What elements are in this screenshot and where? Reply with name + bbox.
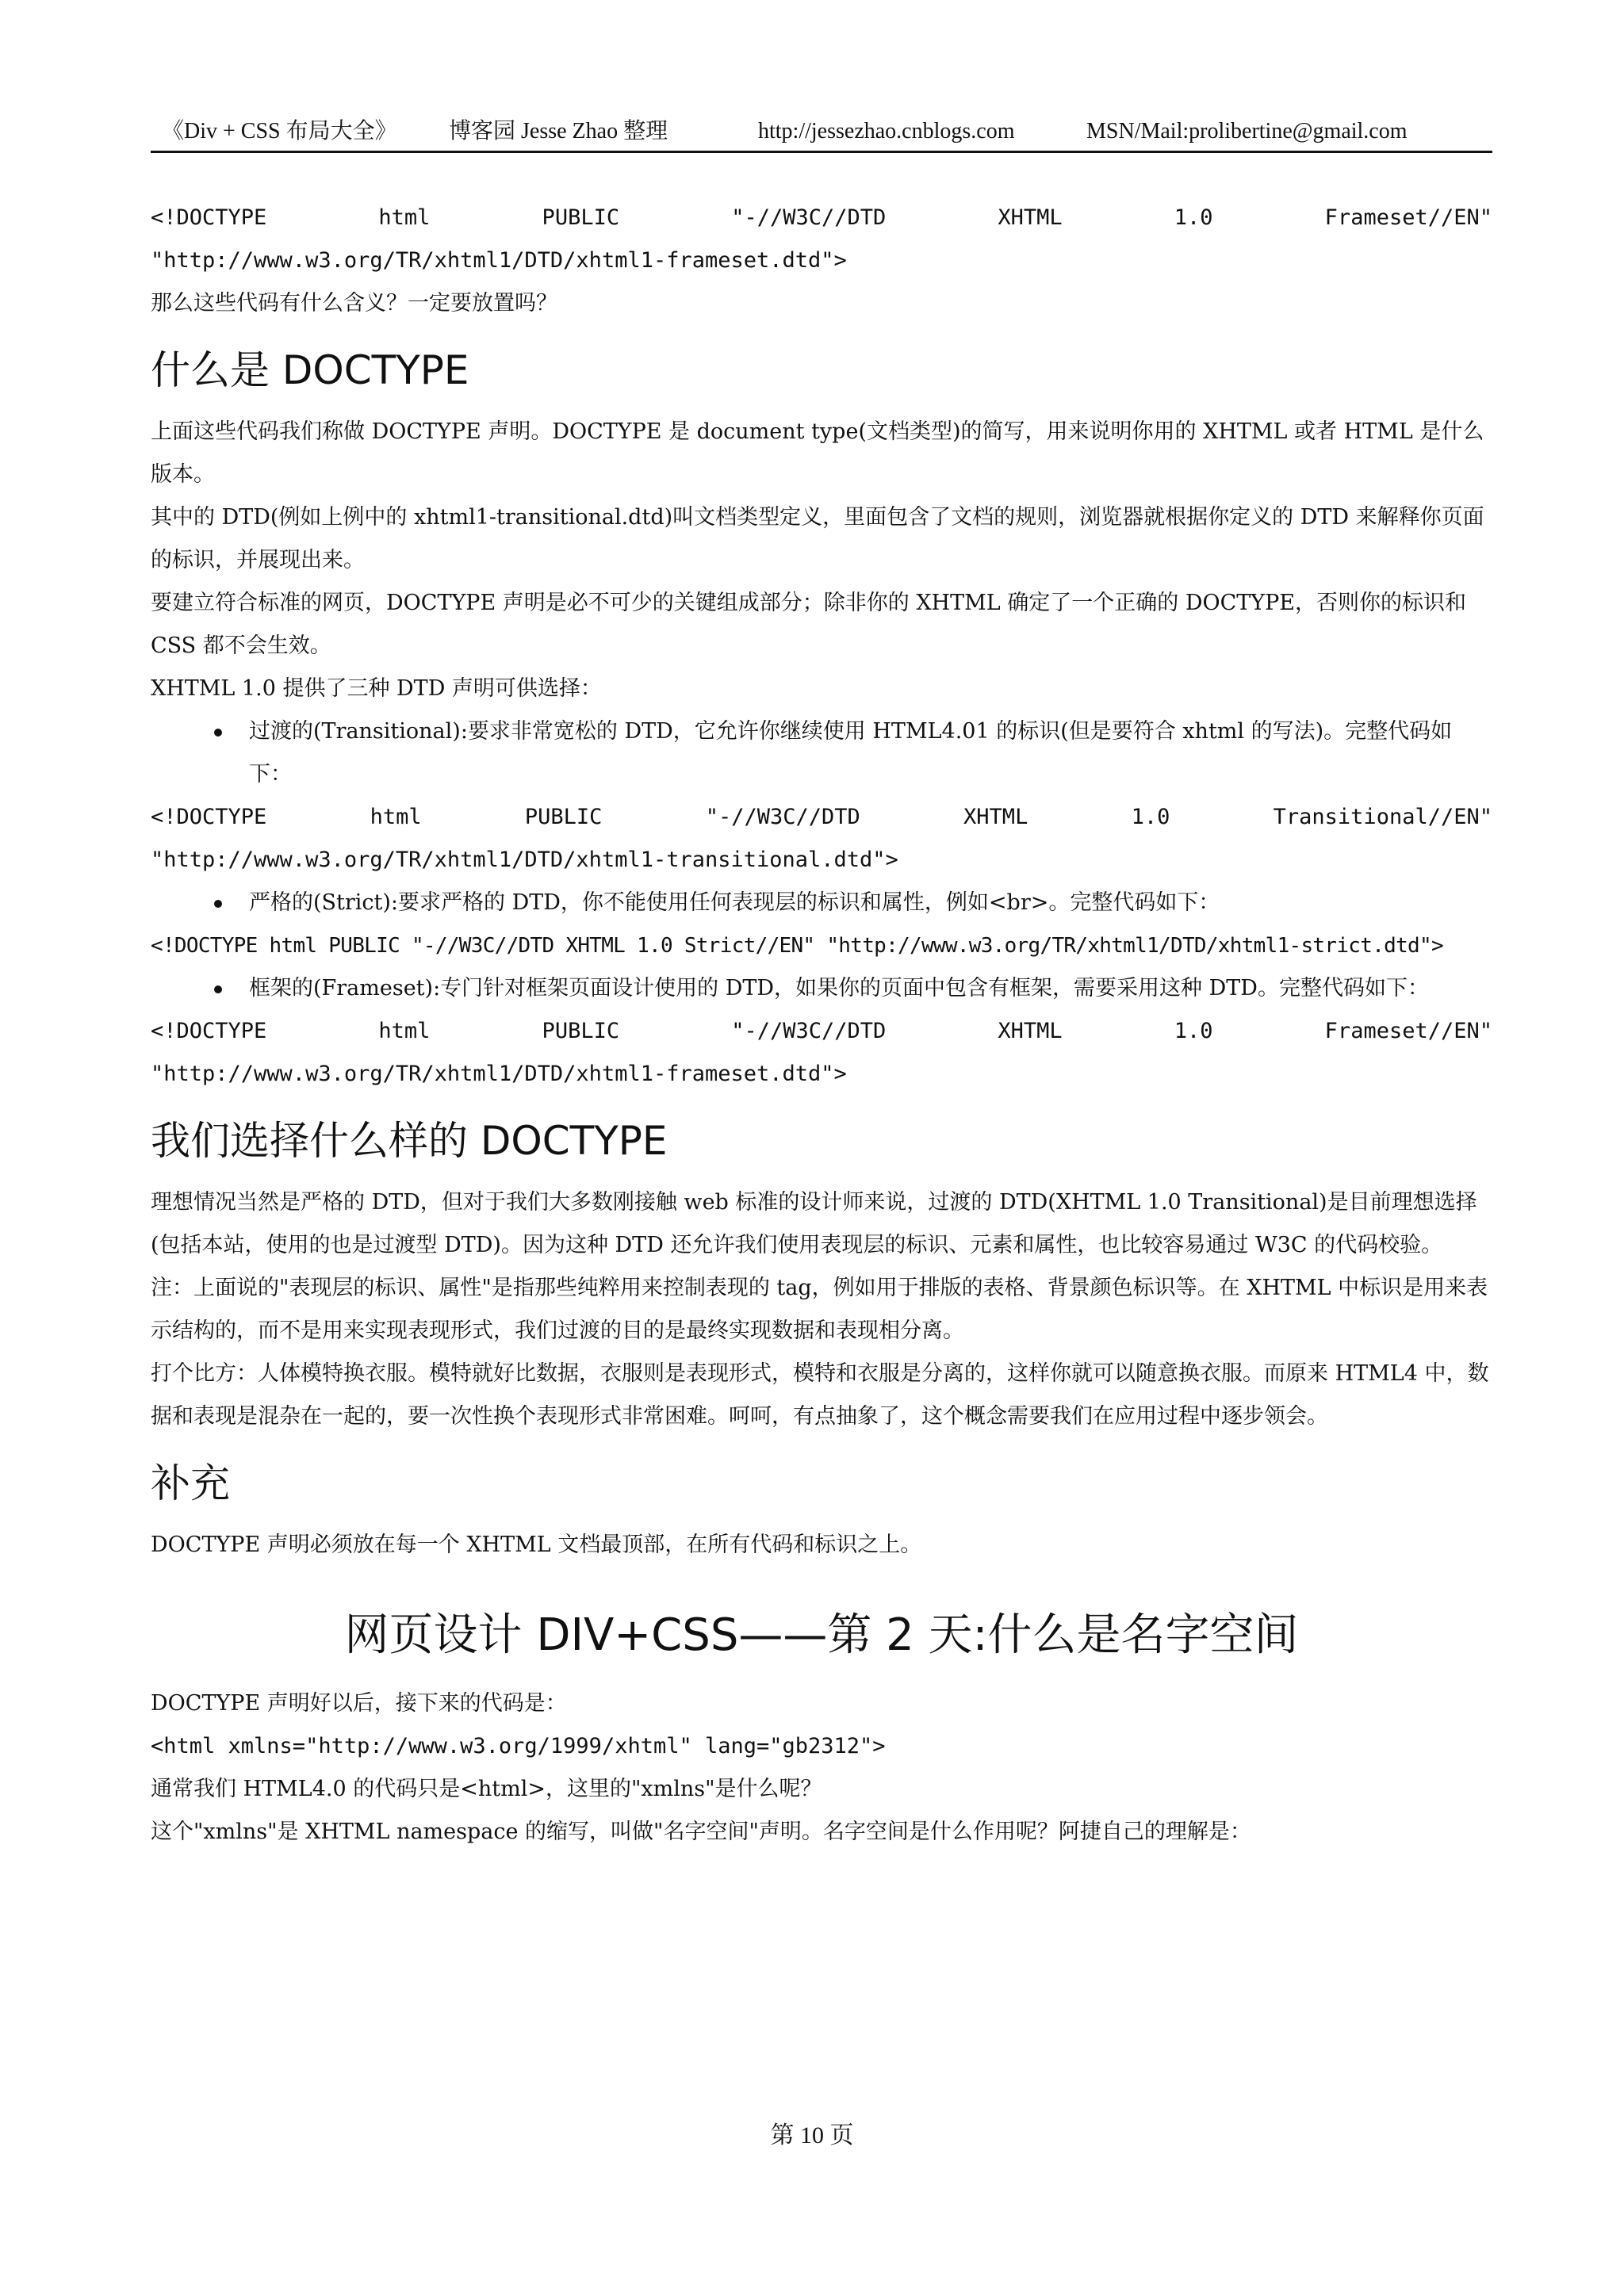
chapter-title-day-2: 网页设计 DIV+CSS——第 2 天:什么是名字空间 [344, 1609, 1299, 1661]
doctype-paragraph-4: XHTML 1.0 提供了三种 DTD 声明可供选择： [151, 676, 602, 701]
list-item-transitional [151, 710, 1492, 796]
page-number: 第 10 页 [770, 2122, 854, 2149]
doctype-paragraph-3: 要建立符合标准的网页，DOCTYPE 声明是必不可少的关键组成部分；除非你的 XHTML 确定了一个正确的 DOCTYPE，否则你的标识和 CSS 都不会生效。 [151, 591, 1466, 658]
frameset-code-line2: "http://www.w3.org/TR/xhtml1/DTD/xhtml1-frameset.dtd"> [151, 1062, 847, 1086]
frameset-doctype-line1: <!DOCTYPE html PUBLIC "-//W3C//DTD XHTML 1.0 Frameset//EN" [151, 205, 1492, 230]
list-item-strict [151, 882, 1492, 924]
running-header [151, 113, 1492, 153]
header-book-title: 《Div + CSS 布局大全》 [162, 119, 397, 144]
list-item-frameset [151, 967, 1492, 1010]
heading-which-doctype: 我们选择什么样的 DOCTYPE [151, 1118, 668, 1164]
day2-paragraph-2: 通常我们 HTML4.0 的代码只是<html>，这里的"xmlns"是什么呢？ [151, 1777, 822, 1801]
heading-what-is-doctype: 什么是 DOCTYPE [151, 347, 469, 393]
strict-description: 严格的(Strict):要求严格的 DTD，你不能使用任何表现层的标识和属性，例如<br>。完整代码如下： [249, 890, 1220, 915]
doctype-paragraph-1: 上面这些代码我们称做 DOCTYPE 声明。DOCTYPE 是 document type(文档类型)的简写，用来说明你用的 XHTML 或者 HTML 是什么版本。 [151, 419, 1484, 487]
frameset-code-line1: <!DOCTYPE html PUBLIC "-//W3C//DTD XHTML 1.0 Frameset//EN" [151, 1019, 1492, 1043]
intro-question: 那么这些代码有什么含义？一定要放置吗？ [151, 291, 557, 316]
supplement-paragraph: DOCTYPE 声明必须放在每一个 XHTML 文档最顶部，在所有代码和标识之上。 [151, 1533, 922, 1557]
bullet-icon [214, 900, 222, 908]
bullet-icon [214, 985, 222, 993]
page-content [151, 197, 1492, 1854]
choose-paragraph-3: 打个比方：人体模特换衣服。模特就好比数据，衣服则是表现形式，模特和衣服是分离的，这样你就可以随意换衣服。而原来 HTML4 中，数据和表现是混杂在一起的，要一次性换个表现形式非常困难。呵呵，有点抽象了，这个概念需要我们在应用过程中逐步领会。 [151, 1361, 1489, 1429]
header-url: http://jessezhao.cnblogs.com [758, 119, 1015, 144]
bullet-icon [214, 729, 222, 737]
header-compiler: 博客园 Jesse Zhao 整理 [449, 119, 668, 144]
choose-paragraph-1: 理想情况当然是严格的 DTD，但对于我们大多数刚接触 web 标准的设计师来说，过渡的 DTD(XHTML 1.0 Transitional)是目前理想选择(包括本站，使用的也是过渡型 DTD)。因为这种 DTD 还允许我们使用表现层的标识、元素和属性，也比较容易通过 W3C 的代码校验。 [151, 1190, 1477, 1257]
day2-paragraph-1: DOCTYPE 声明好以后，接下来的代码是： [151, 1691, 567, 1716]
day2-paragraph-3: 这个"xmlns"是 XHTML namespace 的缩写，叫做"名字空间"声明。名字空间是什么作用呢？阿捷自己的理解是： [151, 1820, 1251, 1844]
transitional-description: 过渡的(Transitional):要求非常宽松的 DTD，它允许你继续使用 HTML4.01 的标识(但是要符合 xhtml 的写法)。完整代码如下： [249, 719, 1453, 786]
day2-html-code: <html xmlns="http://www.w3.org/1999/xhtml" lang="gb2312"> [151, 1734, 886, 1758]
heading-supplement: 补充 [151, 1460, 230, 1506]
doctype-paragraph-2: 其中的 DTD(例如上例中的 xhtml1-transitional.dtd)叫文档类型定义，里面包含了文档的规则，浏览器就根据你定义的 DTD 来解释你页面的标识，并展现出来。 [151, 505, 1484, 572]
strict-code: <!DOCTYPE html PUBLIC "-//W3C//DTD XHTML 1.0 Strict//EN" "http://www.w3.org/TR/xhtml1/DTD/xhtml1-strict.dtd"> [151, 934, 1443, 958]
choose-paragraph-2: 注：上面说的"表现层的标识、属性"是指那些纯粹用来控制表现的 tag，例如用于排版的表格、背景颜色标识等。在 XHTML 中标识是用来表示结构的，而不是用来实现表现形式，我们过渡的目的是最终实现数据和表现相分离。 [151, 1276, 1488, 1343]
transitional-code-line2: "http://www.w3.org/TR/xhtml1/DTD/xhtml1-transitional.dtd"> [151, 848, 898, 872]
frameset-description: 框架的(Frameset):专门针对框架页面设计使用的 DTD，如果你的页面中包含有框架，需要采用这种 DTD。完整代码如下： [249, 976, 1429, 1001]
transitional-code-line1: <!DOCTYPE html PUBLIC "-//W3C//DTD XHTML 1.0 Transitional//EN" [151, 805, 1492, 829]
header-contact: MSN/Mail:prolibertine@gmail.com [1086, 119, 1408, 144]
frameset-doctype-line2: "http://www.w3.org/TR/xhtml1/DTD/xhtml1-frameset.dtd"> [151, 248, 847, 273]
